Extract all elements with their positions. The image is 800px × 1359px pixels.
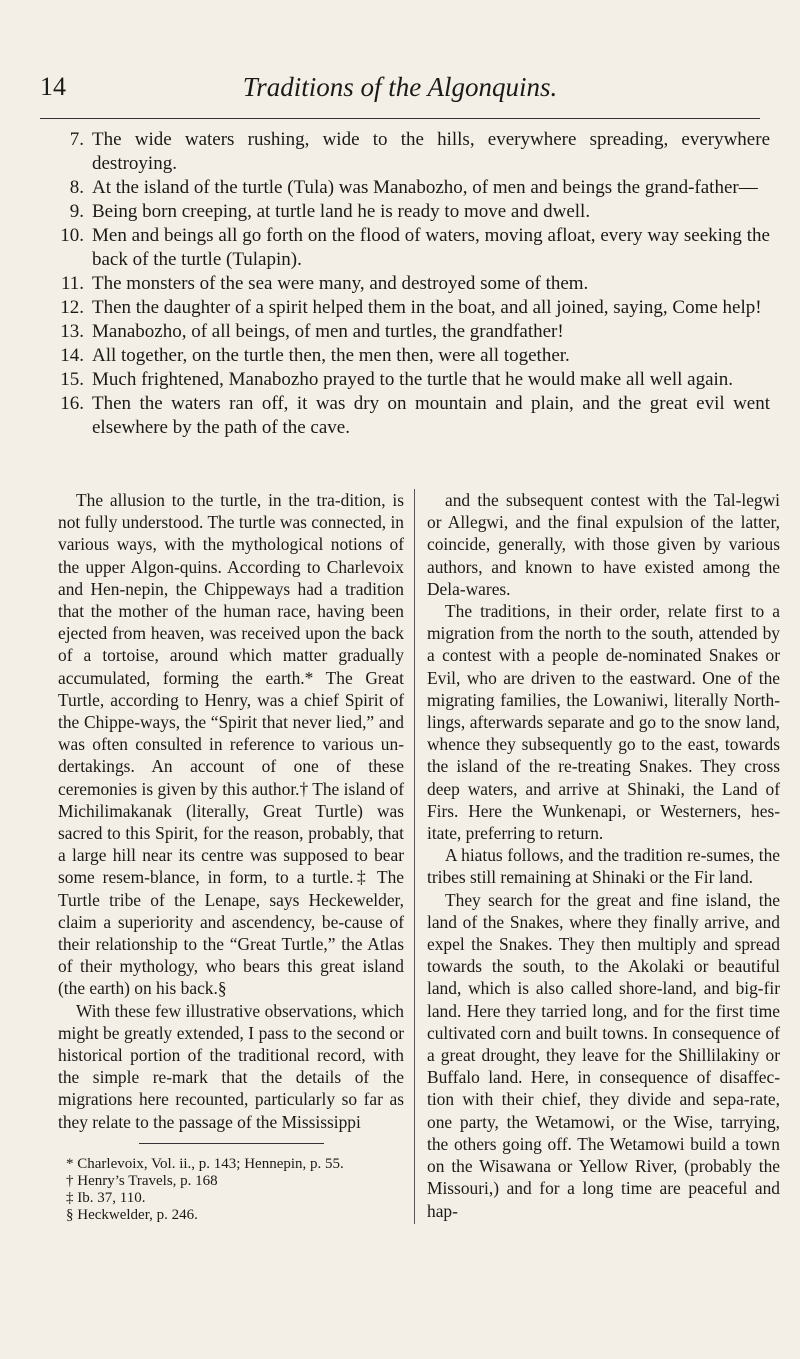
footnote: * Charlevoix, Vol. ii., p. 143; Hennepin, p. 55. (66, 1155, 344, 1172)
footnote-rule (139, 1143, 324, 1144)
verse-list (40, 128, 770, 440)
verse-16 (40, 392, 770, 440)
verse-10 (40, 224, 770, 272)
verse-text: Men and beings all go forth on the flood of waters, moving afloat, every way seeking the back of the turtle (Tulapin). (92, 225, 770, 270)
verse-9 (40, 200, 770, 224)
paragraph: They search for the great and fine island, the land of the Snakes, where they finally arrive, and expel the Snakes. They then multiply and spread towards the south, to the Akolaki or beautiful land, which is also called shore-land, and big-fir land. Here they tarried long, and for the first time cultivated corn and built towns. In consequence of a great drought, they leave for the Shillilakiny or Buffalo land. Here, in consequence of disaffec-tion with their chief, they divide and sepa-rate, one party, the Wetamowi, or the Wise, tarrying, the others going off. The Wetamowi build a town on the Wisawana or Yellow River, (probably the Missouri,) and for a long time are peaceful and hap- (427, 889, 780, 1221)
two-column-body (58, 489, 780, 1224)
verse-number: 15. (60, 369, 84, 390)
header-rule (40, 118, 760, 119)
left-column (58, 489, 415, 1224)
paragraph: With these few illustrative observations, which might be greatly extended, I pass to the second or historical portion of the traditional record, with the simple re-mark that the details of the migrations here recounted, particularly so far as they relate to the passage of the Mississippi (58, 1000, 404, 1132)
paragraph: A hiatus follows, and the tradition re-sumes, the tribes still remaining at Shinaki or the Fir land. (427, 845, 780, 888)
footnote: ‡ Ib. 37, 110. (66, 1189, 146, 1206)
verse-13 (40, 320, 770, 344)
verse-number: 16. (60, 393, 84, 414)
verse-number: 7. (69, 129, 84, 150)
page-header (40, 72, 760, 112)
verse-12 (40, 296, 770, 320)
verse-number: 9. (69, 201, 84, 222)
footnotes (58, 1156, 404, 1224)
paragraph: The allusion to the turtle, in the tra-dition, is not fully understood. The turtle was connected, in various ways, with the mythological notions of the upper Algon-quins. According to Charlevoix and Hen-nepin, the Chippeways had a tradition that the mother of the human race, having been ejected from heaven, was received upon the back of a tortoise, around which matter gradually accumulated, forming the earth.* The Great Turtle, according to Henry, was a chief Spirit of the Chippe-ways, the “Spirit that never lied,” and was often consulted in reference to various un-dertakings. An account of one of these ceremonies is given by this author.† The island of Michilimakanak (literally, Great Turtle) was sacred to this Spirit, for the reason, probably, that a large hill near its centre was supposed to bear some resem-blance, in form, to a turtle.‡ The Turtle tribe of the Lenape, says Heckewelder, claim a superiority and ascendency, be-cause of their relationship to the “Great Turtle,” the Atlas of their mythology, who bears this great island (the earth) on his back.§ (58, 490, 404, 999)
footnote: § Heckwelder, p. 246. (66, 1206, 198, 1223)
footnote: † Henry’s Travels, p. 168 (66, 1172, 218, 1189)
verse-text: Being born creeping, at turtle land he is ready to move and dwell. (92, 201, 591, 222)
verse-11 (40, 272, 770, 296)
right-column (415, 489, 780, 1224)
verse-text: Much frightened, Manabozho prayed to the turtle that he would make all well again. (92, 369, 734, 390)
verse-number: 10. (60, 225, 84, 246)
page-number: 14 (40, 72, 66, 101)
verse-number: 11. (60, 273, 84, 294)
verse-text: The monsters of the sea were many, and destroyed some of them. (92, 273, 589, 294)
verse-text: Then the daughter of a spirit helped them in the boat, and all joined, saying, Come help! (92, 297, 762, 318)
verse-number: 8. (69, 177, 84, 198)
verse-text: The wide waters rushing, wide to the hills, everywhere spreading, everywhere destroying. (92, 129, 770, 174)
verse-text: Manabozho, of all beings, of men and turtles, the grandfather! (92, 321, 564, 342)
verse-text: At the island of the turtle (Tula) was Manabozho, of men and beings the grand-father— (92, 177, 758, 198)
verse-7 (40, 128, 770, 176)
running-title: Traditions of the Algonquins. (242, 72, 558, 102)
verse-8 (40, 176, 770, 200)
verse-number: 13. (60, 321, 84, 342)
verse-text: All together, on the turtle then, the men then, were all together. (92, 345, 570, 366)
verse-number: 12. (60, 297, 84, 318)
verse-number: 14. (60, 345, 84, 366)
verse-15 (40, 368, 770, 392)
verse-14 (40, 344, 770, 368)
paragraph: The traditions, in their order, relate first to a migration from the north to the south, attended by a contest with a people de-nominated Snakes or Evil, who are driven to the eastward. One of the migrating families, the Lowaniwi, literally North-lings, afterwards separate and go to the snow land, whence they subsequently go to the east, towards the island of the re-treating Snakes. They cross deep waters, and arrive at Shinaki, the Land of Firs. Here the Wunkenapi, or Westerners, hes-itate, preferring to return. (427, 601, 780, 844)
verse-text: Then the waters ran off, it was dry on mountain and plain, and the great evil went elsewhere by the path of the cave. (92, 393, 770, 438)
paragraph: and the subsequent contest with the Tal-legwi or Allegwi, and the final expulsion of the latter, coincide, generally, with those given by various authors, and known to have existed among the Dela-wares. (427, 490, 780, 599)
